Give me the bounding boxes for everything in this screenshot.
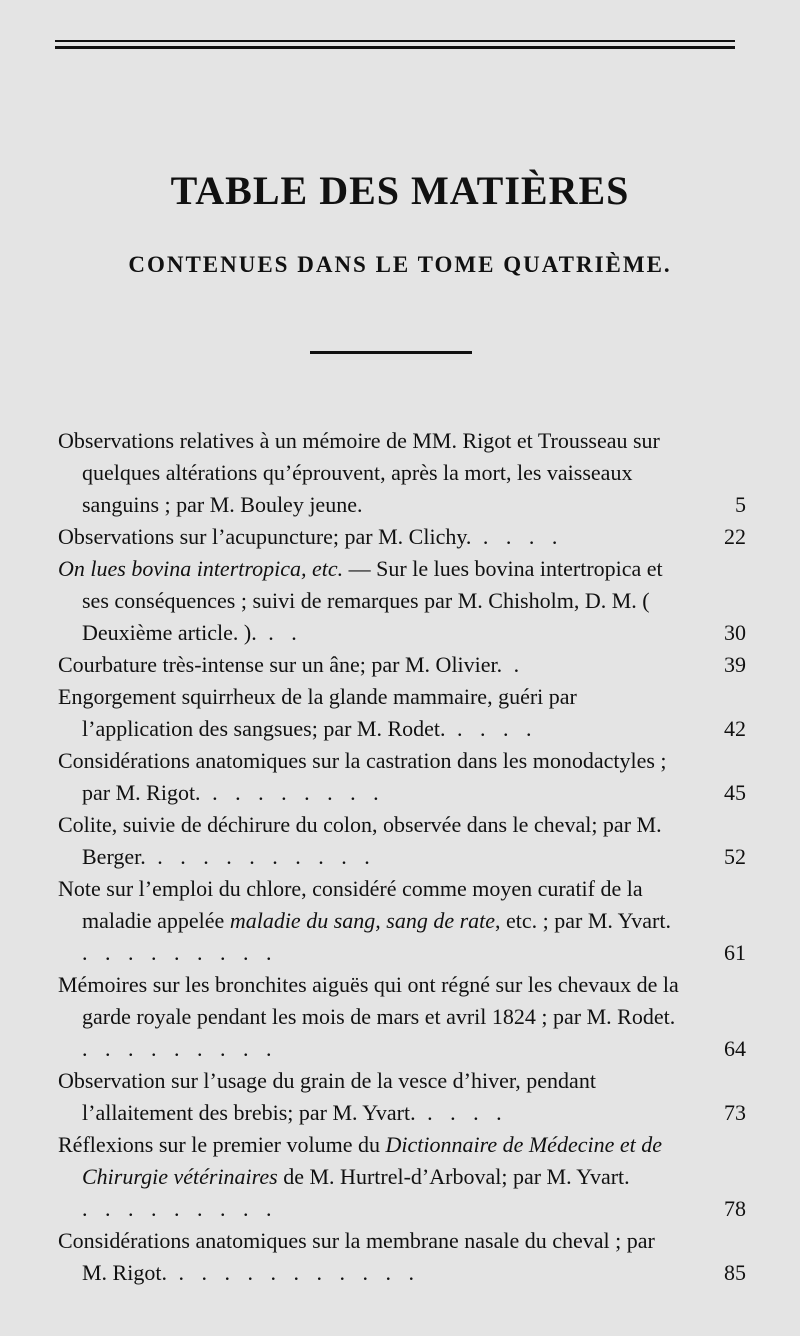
entry-text: Considérations anatomiques sur la castration dans les monodactyles ; par M. Rigot. — [58, 748, 667, 805]
entry-text: Réflexions sur le premier volume du — [58, 1132, 386, 1157]
leader-dots: . . . . . . . . . — [82, 1036, 278, 1061]
toc-entry — [58, 1129, 746, 1225]
entry-text: de M. Hurtrel-d’Arboval; par M. Yvart. — [277, 1164, 630, 1189]
toc-entry — [58, 553, 746, 649]
toc-entry — [58, 1065, 746, 1129]
toc-entry — [58, 809, 746, 873]
toc-entry — [58, 681, 746, 745]
toc-entry — [58, 521, 746, 553]
entry-page-number: 42 — [724, 716, 746, 741]
leader-dots: . — [502, 652, 526, 677]
toc-entry — [58, 969, 746, 1065]
entry-text: Courbature très-intense sur un âne; par M. Olivier. — [58, 652, 503, 677]
entry-page-number: 52 — [724, 844, 746, 869]
toc-entry — [58, 745, 746, 809]
leader-dots: . . . . . . . . — [200, 780, 385, 805]
leader-dots: . . . . . . . . . — [82, 940, 278, 965]
top-double-rule — [55, 40, 735, 49]
entry-page-number: 30 — [724, 620, 746, 645]
entry-text: Engorgement squirrheux de la glande mammaire, guéri par l’application des sangsues; par M. Rodet. — [58, 684, 577, 741]
entry-page-number: 45 — [724, 780, 746, 805]
entry-text: Colite, suivie de déchirure du colon, observée dans le cheval; par M. Berger. — [58, 812, 662, 869]
toc-entry — [58, 649, 746, 681]
table-of-contents — [58, 425, 746, 1289]
entry-italic-text: Dictionnaire de Médecine et de Chirurgie vétérinaires — [82, 1132, 662, 1189]
leader-dots: . . . . . . . . . . — [145, 844, 376, 869]
entry-text: Observations sur l’acupuncture; par M. Clichy. — [58, 524, 472, 549]
entry-text: Note sur l’emploi du chlore, considéré comme moyen curatif de la maladie appelée — [58, 876, 643, 933]
leader-dots: . . . . — [471, 524, 564, 549]
entry-page-number: 64 — [724, 1036, 746, 1061]
entry-text: Observation sur l’usage du grain de la vesce d’hiver, pendant l’allaitement des brebis; par M. Yvart. — [58, 1068, 596, 1125]
page-subtitle: CONTENUES DANS LE TOME QUATRIÈME. — [128, 252, 672, 277]
entry-text: , etc. ; par M. Yvart. — [495, 908, 671, 933]
entry-page-number: 22 — [724, 524, 746, 549]
leader-dots: . . . . . . . . . — [82, 1196, 278, 1221]
page-title: TABLE DES MATIÈRES — [170, 167, 630, 213]
leader-dots: . . — [256, 620, 303, 645]
toc-entry — [58, 1225, 746, 1289]
title-divider — [310, 351, 472, 354]
entry-text: Mémoires sur les bronchites aiguës qui ont régné sur les chevaux de la garde royale pendant les mois de mars et avril 1824 ; par M. Rodet. — [58, 972, 679, 1029]
leader-dots: . . . . . . . . . . . — [166, 1260, 420, 1285]
entry-page-number: 61 — [724, 940, 746, 965]
entry-page-number: 5 — [735, 492, 746, 517]
toc-entry — [58, 873, 746, 969]
entry-text: — Sur le lues bovina intertropica et ses conséquences ; suivi de remarques par M. Chisholm, D. M. ( Deuxième article. ). — [82, 556, 663, 645]
entry-page-number: 78 — [724, 1196, 746, 1221]
toc-entry — [58, 425, 746, 521]
leader-dots: . . . . — [445, 716, 538, 741]
entry-italic-text: On lues bovina intertropica, etc. — [58, 556, 344, 581]
entry-page-number: 85 — [724, 1260, 746, 1285]
entry-text: Considérations anatomiques sur la membrane nasale du cheval ; par M. Rigot. — [58, 1228, 655, 1285]
entry-page-number: 39 — [724, 652, 746, 677]
entry-text: Observations relatives à un mémoire de MM. Rigot et Trousseau sur quelques altérations qu’éprouvent, après la mort, les vaisseaux sanguins ; par M. Bouley jeune. — [58, 428, 660, 517]
entry-italic-text: maladie du sang, sang de rate — [229, 908, 496, 933]
entry-page-number: 73 — [724, 1100, 746, 1125]
leader-dots: . . . . — [415, 1100, 508, 1125]
